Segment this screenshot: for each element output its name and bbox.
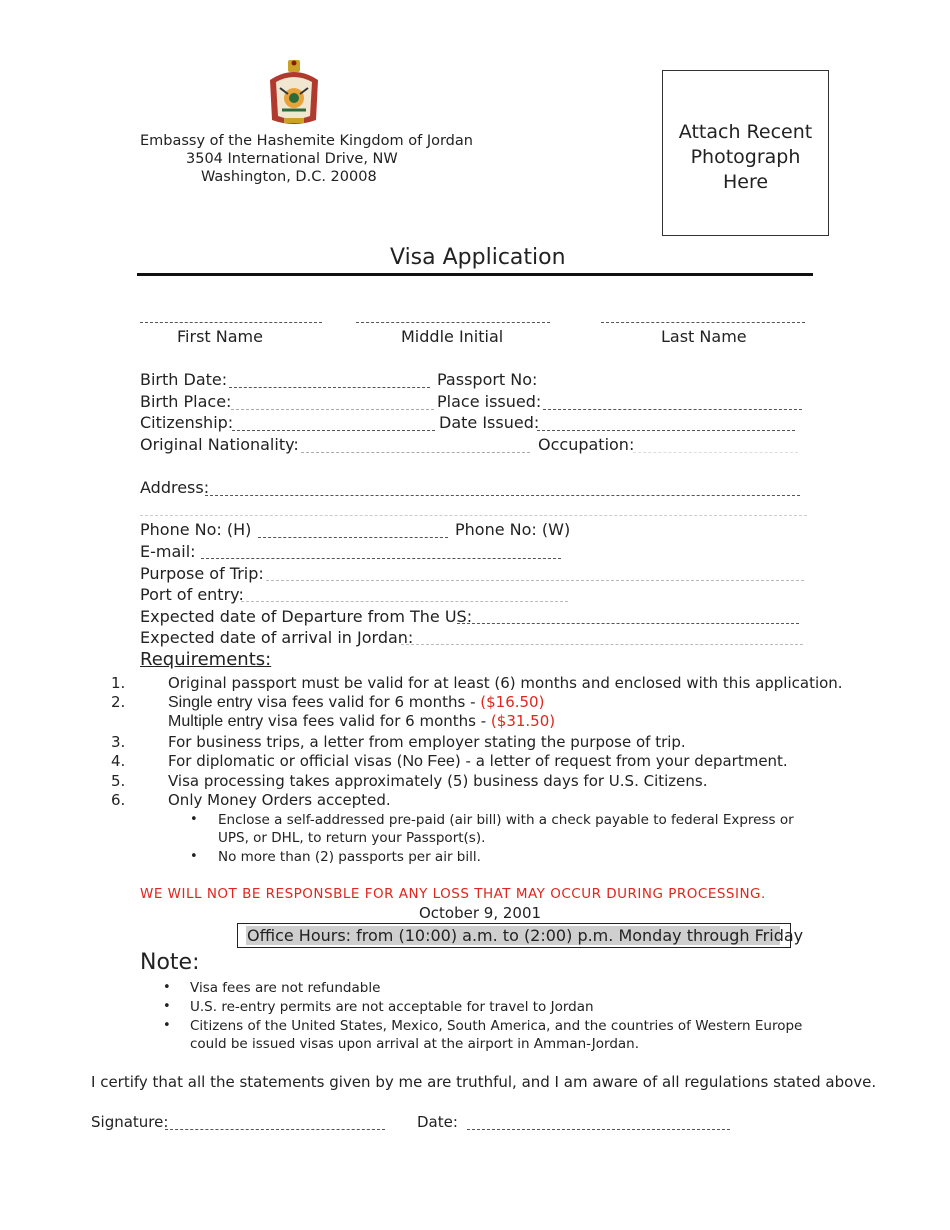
requirement-number: 5. xyxy=(111,772,126,790)
note-item-2: U.S. re-entry permits are not acceptable for travel to Jordan xyxy=(190,999,594,1015)
sub-bullet-2: No more than (2) passports per air bill. xyxy=(218,849,481,865)
page-title: Visa Application xyxy=(390,245,566,270)
requirement-6-text: Only Money Orders accepted. xyxy=(168,791,391,809)
purpose-of-trip-label: Purpose of Trip: xyxy=(140,564,264,583)
departure-date-label: Expected date of Departure from The US: xyxy=(140,607,473,626)
first-name-input[interactable] xyxy=(140,321,322,323)
last-name-label: Last Name xyxy=(661,327,747,346)
requirement-number: 4. xyxy=(111,752,126,770)
original-nationality-input[interactable] xyxy=(301,451,530,453)
arrival-date-input[interactable] xyxy=(401,643,803,645)
birth-place-input[interactable] xyxy=(231,408,434,410)
email-input[interactable] xyxy=(201,557,561,559)
birth-date-label: Birth Date: xyxy=(140,370,228,389)
port-of-entry-input[interactable] xyxy=(241,600,568,602)
warning-text: WE WILL NOT BE RESPONSBLE FOR ANY LOSS THAT MAY OCCUR DURING PROCESSING. xyxy=(140,886,766,902)
single-entry-fee: ($16.50) xyxy=(480,693,545,711)
document-date: October 9, 2001 xyxy=(419,904,542,922)
signature-input[interactable] xyxy=(165,1128,385,1130)
citizenship-input[interactable] xyxy=(232,429,435,431)
requirement-3-text: For business trips, a letter from employer stating the purpose of trip. xyxy=(168,733,686,751)
requirement-number: 1. xyxy=(111,674,126,692)
bullet-icon: • xyxy=(190,849,198,864)
multiple-entry-desc: visa fees valid for 6 months - xyxy=(263,712,491,730)
sub-bullet-1-cont: UPS, or DHL, to return your Passport(s). xyxy=(218,830,486,846)
occupation-label: Occupation: xyxy=(538,435,635,454)
note-item-3-cont: could be issued visas upon arrival at the airport in Amman-Jordan. xyxy=(190,1036,640,1052)
note-heading: Note: xyxy=(140,950,200,975)
phone-home-label: Phone No: (H) xyxy=(140,520,252,539)
port-of-entry-label: Port of entry: xyxy=(140,585,244,604)
original-nationality-label: Original Nationality: xyxy=(140,435,299,454)
office-hours-box xyxy=(237,923,804,948)
title-rule xyxy=(137,273,813,276)
photo-box-line2: Photograph xyxy=(690,146,801,168)
phone-home-input[interactable] xyxy=(258,536,448,538)
birth-place-label: Birth Place: xyxy=(140,392,232,411)
requirement-5-text: Visa processing takes approximately (5) business days for U.S. Citizens. xyxy=(168,772,708,790)
address-label: Address: xyxy=(140,478,210,497)
note-item-1: Visa fees are not refundable xyxy=(190,980,381,996)
photo-box-line3: Here xyxy=(722,171,769,193)
requirement-number: 3. xyxy=(111,733,126,751)
office-hours-text: Office Hours: from (10:00) a.m. to (2:00) p.m. Monday through Friday xyxy=(247,926,804,945)
middle-initial-input[interactable] xyxy=(356,321,550,323)
requirement-number: 6. xyxy=(111,791,126,809)
requirement-4-pre: For diplomatic or official visas ( xyxy=(168,752,403,770)
requirement-4-post: ) - a letter of request from your department. xyxy=(454,752,788,770)
photo-box-line1: Attach Recent xyxy=(678,121,813,143)
arrival-date-label: Expected date of arrival in Jordan: xyxy=(140,628,414,647)
middle-initial-label: Middle Initial xyxy=(401,327,504,346)
jordan-coat-of-arms-emblem xyxy=(262,58,326,130)
occupation-input[interactable] xyxy=(633,451,798,453)
requirement-number: 2. xyxy=(111,693,126,711)
note-item-3: Citizens of the United States, Mexico, South America, and the countries of Western Europe xyxy=(190,1018,803,1034)
address-input-line1[interactable] xyxy=(205,494,800,496)
place-issued-input[interactable] xyxy=(543,408,802,410)
place-issued-label: Place issued: xyxy=(437,392,542,411)
requirement-4-text xyxy=(168,752,788,771)
multiple-entry-label: Multiple entry xyxy=(168,713,264,730)
purpose-of-trip-input[interactable] xyxy=(266,579,804,581)
date-issued-input[interactable] xyxy=(537,429,795,431)
certification-statement: I certify that all the statements given by me are truthful, and I am aware of all regulations stated above. xyxy=(91,1073,877,1091)
requirements-heading: Requirements: xyxy=(140,649,272,670)
last-name-input[interactable] xyxy=(601,321,805,323)
address-input-line2[interactable] xyxy=(140,514,807,516)
email-label: E-mail: xyxy=(140,542,196,561)
birth-date-input[interactable] xyxy=(229,386,430,388)
single-entry-label: Single entry xyxy=(168,694,253,711)
citizenship-label: Citizenship: xyxy=(140,413,234,432)
departure-date-input[interactable] xyxy=(457,622,799,624)
single-entry-desc: visa fees valid for 6 months - xyxy=(252,693,481,711)
passport-no-label: Passport No: xyxy=(437,370,538,389)
no-fee-label: No Fee xyxy=(402,753,455,770)
requirement-2b-text xyxy=(168,712,555,731)
bullet-icon: • xyxy=(163,980,171,995)
embassy-name: Embassy of the Hashemite Kingdom of Jordan xyxy=(140,133,473,149)
embassy-address-line2: Washington, D.C. 20008 xyxy=(201,169,377,185)
embassy-address-line1: 3504 International Drive, NW xyxy=(186,151,398,167)
phone-work-label: Phone No: (W) xyxy=(455,520,571,539)
requirement-1-text: Original passport must be valid for at least (6) months and enclosed with this application. xyxy=(168,674,843,692)
date-issued-label: Date Issued: xyxy=(439,413,540,432)
date-input[interactable] xyxy=(467,1128,730,1130)
multiple-entry-fee: ($31.50) xyxy=(490,712,556,730)
bullet-icon: • xyxy=(163,1018,171,1033)
photo-attachment-box[interactable] xyxy=(662,70,829,236)
bullet-icon: • xyxy=(190,812,198,827)
first-name-label: First Name xyxy=(177,327,263,346)
bullet-icon: • xyxy=(163,999,171,1014)
date-label: Date: xyxy=(417,1113,458,1131)
sub-bullet-1: Enclose a self-addressed pre-paid (air bill) with a check payable to federal Express or xyxy=(218,812,794,828)
signature-label: Signature: xyxy=(91,1113,169,1131)
requirement-2-text xyxy=(168,693,544,712)
